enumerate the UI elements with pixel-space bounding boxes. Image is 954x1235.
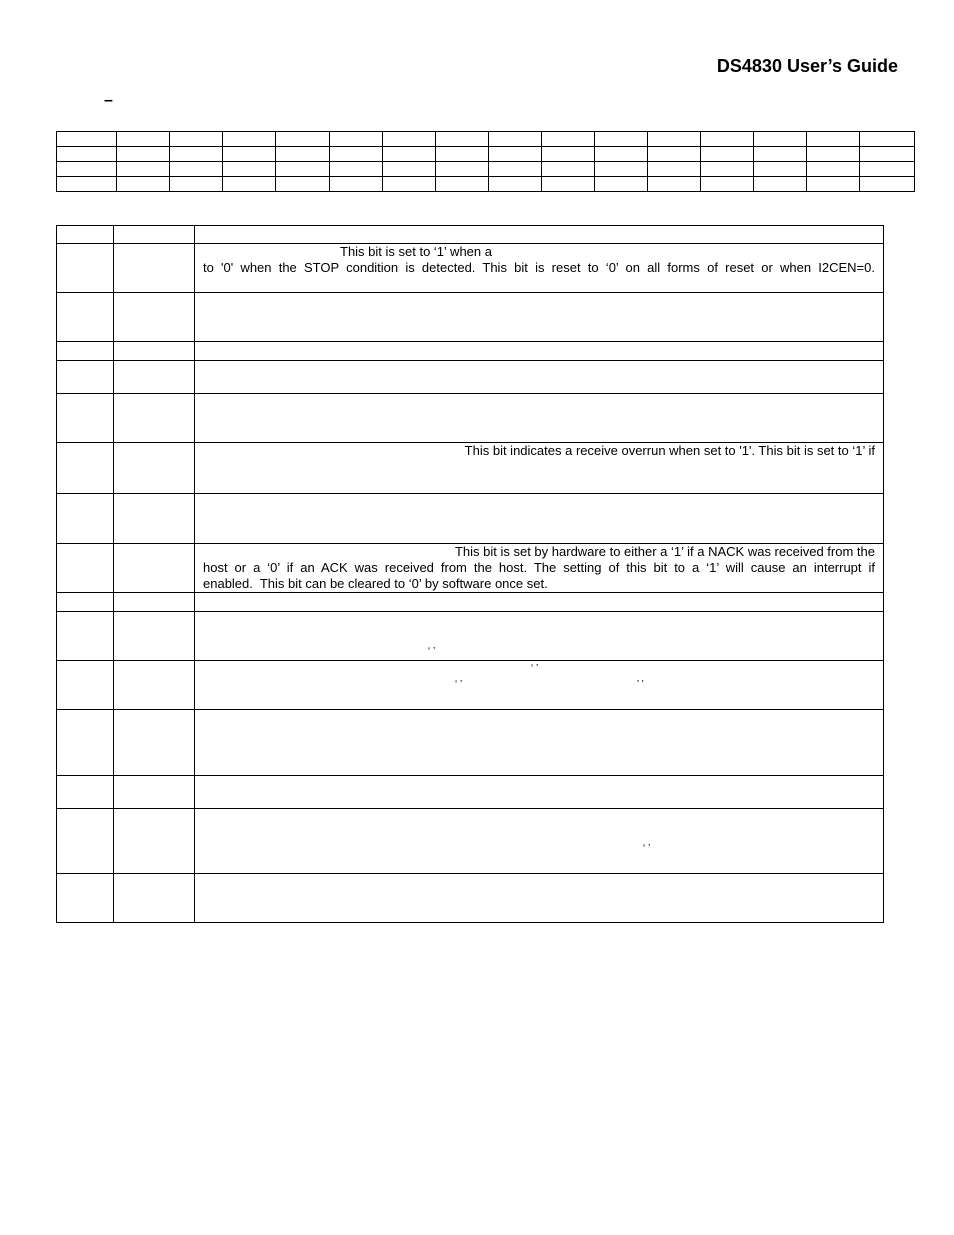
- register-cell: [806, 177, 859, 192]
- register-cell: [117, 132, 170, 147]
- bit-row: [57, 710, 884, 776]
- register-cell: [700, 162, 753, 177]
- bit-description-cell: [195, 874, 884, 923]
- register-cell: [435, 147, 488, 162]
- section-dash: –: [104, 92, 113, 109]
- bit-name-cell: [114, 293, 195, 342]
- register-cell: [57, 147, 117, 162]
- register-cell: [276, 147, 329, 162]
- register-cell: [647, 132, 700, 147]
- register-cell: [700, 177, 753, 192]
- bit-description-cell: [195, 244, 884, 293]
- register-cell: [170, 162, 223, 177]
- bit-row: [57, 394, 884, 443]
- register-cell: [647, 162, 700, 177]
- bit-row: [57, 544, 884, 593]
- register-cell: [57, 162, 117, 177]
- register-cell: [382, 132, 435, 147]
- bit-number-cell: [57, 394, 114, 443]
- bit-description-table: [56, 225, 884, 923]
- bit-number-cell: [57, 612, 114, 661]
- register-cell: [541, 147, 594, 162]
- description-line: [203, 825, 875, 841]
- bit-name-cell: [114, 874, 195, 923]
- bit-row: [57, 342, 884, 361]
- bit-number-cell: [57, 593, 114, 612]
- register-cell: [435, 177, 488, 192]
- register-cell: [57, 132, 117, 147]
- bit-number-cell: [57, 544, 114, 593]
- bit-row: [57, 293, 884, 342]
- register-cell: [594, 162, 647, 177]
- bit-row: [57, 244, 884, 293]
- bit-row: [57, 874, 884, 923]
- bit-name-cell: [114, 443, 195, 494]
- bit-description-cell: [195, 593, 884, 612]
- bit-row: [57, 809, 884, 874]
- bit-number-cell: [57, 293, 114, 342]
- bit-number-cell: [57, 494, 114, 544]
- description-line: This bit indicates a receive overrun when set to '1'. This bit is set to ‘1’ if: [464, 443, 875, 458]
- register-cell: [541, 162, 594, 177]
- bit-description-cell: [195, 809, 884, 874]
- register-cell: [170, 147, 223, 162]
- register-cell: [647, 147, 700, 162]
- register-cell: [435, 162, 488, 177]
- bit-number-cell: [57, 443, 114, 494]
- bit-name-cell: [114, 394, 195, 443]
- register-cell: [223, 132, 276, 147]
- register-cell: [753, 162, 806, 177]
- register-cell: [329, 177, 382, 192]
- bit-number-cell: [57, 342, 114, 361]
- bit-description-cell: [195, 226, 884, 244]
- bit-name-cell: [114, 361, 195, 394]
- bit-description-cell: [195, 612, 884, 661]
- bit-name-cell: [114, 544, 195, 593]
- register-cell: [329, 147, 382, 162]
- register-cell: [117, 162, 170, 177]
- bit-name-cell: [114, 494, 195, 544]
- register-cell: [753, 177, 806, 192]
- register-cell: [541, 132, 594, 147]
- bit-number-cell: [57, 776, 114, 809]
- description-line: ‘ ’: [531, 663, 539, 674]
- bit-description-cell: [195, 661, 884, 710]
- register-cell: [276, 177, 329, 192]
- description-line: [203, 612, 875, 628]
- description-line: ‘ ’ ’ ’: [455, 679, 644, 690]
- bit-description-cell: [195, 710, 884, 776]
- register-cell: [382, 162, 435, 177]
- bit-description-cell: [195, 342, 884, 361]
- bit-number-cell: [57, 809, 114, 874]
- register-row: [57, 147, 915, 162]
- register-cell: [382, 177, 435, 192]
- register-cell: [806, 147, 859, 162]
- bit-row: [57, 661, 884, 710]
- description-line: This bit is set to ‘1’ when a: [340, 244, 492, 259]
- register-cell: [594, 132, 647, 147]
- register-cell: [170, 132, 223, 147]
- bit-description-cell: [195, 544, 884, 593]
- bit-name-cell: [114, 661, 195, 710]
- bit-name-cell: [114, 342, 195, 361]
- description-line: host or a ‘0’ if an ACK was received from the host. The setting of this bit to a ‘1’ will cause an interrupt if: [203, 560, 875, 575]
- bit-description-cell: [195, 443, 884, 494]
- register-cell: [859, 132, 914, 147]
- bit-name-cell: [114, 226, 195, 244]
- bit-description-cell: [195, 293, 884, 342]
- register-cell: [753, 147, 806, 162]
- bit-name-cell: [114, 809, 195, 874]
- bit-row: [57, 776, 884, 809]
- page-header-title: DS4830 User’s Guide: [716, 56, 898, 76]
- register-cell: [806, 132, 859, 147]
- bit-name-cell: [114, 593, 195, 612]
- register-row: [57, 177, 915, 192]
- register-cell: [276, 162, 329, 177]
- bit-number-cell: [57, 661, 114, 710]
- register-cell: [594, 147, 647, 162]
- bit-row: [57, 593, 884, 612]
- bit-row: [57, 361, 884, 394]
- bit-row: [57, 494, 884, 544]
- register-cell: [435, 132, 488, 147]
- register-cell: [329, 162, 382, 177]
- bit-number-cell: [57, 874, 114, 923]
- bit-description-cell: [195, 776, 884, 809]
- register-cell: [117, 147, 170, 162]
- description-line: ‘ ’: [428, 646, 436, 657]
- bit-description-cell: [195, 361, 884, 394]
- register-cell: [647, 177, 700, 192]
- description-line: [203, 628, 875, 644]
- register-cell: [541, 177, 594, 192]
- bit-number-cell: [57, 244, 114, 293]
- register-cell: [276, 132, 329, 147]
- bit-description-cell: [195, 394, 884, 443]
- register-cell: [223, 147, 276, 162]
- register-cell: [223, 177, 276, 192]
- bit-name-cell: [114, 612, 195, 661]
- register-cell: [488, 132, 541, 147]
- bit-name-cell: [114, 244, 195, 293]
- register-cell: [700, 132, 753, 147]
- bit-name-cell: [114, 710, 195, 776]
- description-line: [203, 809, 875, 825]
- register-cell: [806, 162, 859, 177]
- register-cell: [117, 177, 170, 192]
- register-cell: [700, 147, 753, 162]
- register-cell: [488, 147, 541, 162]
- register-cell: [488, 162, 541, 177]
- description-line: This bit is set by hardware to either a ‘1’ if a NACK was received from the: [454, 544, 875, 559]
- description-line: ‘ ’: [643, 843, 651, 854]
- register-row: [57, 162, 915, 177]
- bit-number-cell: [57, 361, 114, 394]
- register-cell: [170, 177, 223, 192]
- bit-name-cell: [114, 776, 195, 809]
- bit-number-cell: [57, 226, 114, 244]
- register-cell: [753, 132, 806, 147]
- register-cell: [329, 132, 382, 147]
- register-cell: [488, 177, 541, 192]
- description-line: enabled. This bit can be cleared to ‘0’ by software once set.: [203, 576, 548, 591]
- register-cell: [859, 147, 914, 162]
- register-cell: [594, 177, 647, 192]
- register-cell: [859, 162, 914, 177]
- register-row: [57, 132, 915, 147]
- bit-number-cell: [57, 710, 114, 776]
- bit-row: [57, 612, 884, 661]
- description-line: to '0' when the STOP condition is detected. This bit is reset to ‘0’ on all forms of reset or when I2CEN=0.: [203, 260, 875, 275]
- bit-row: [57, 443, 884, 494]
- bit-description-cell: [195, 494, 884, 544]
- bit-row: [57, 226, 884, 244]
- register-cell: [859, 177, 914, 192]
- register-cell: [57, 177, 117, 192]
- register-cell: [382, 147, 435, 162]
- register-bit-table: [56, 131, 915, 192]
- register-cell: [223, 162, 276, 177]
